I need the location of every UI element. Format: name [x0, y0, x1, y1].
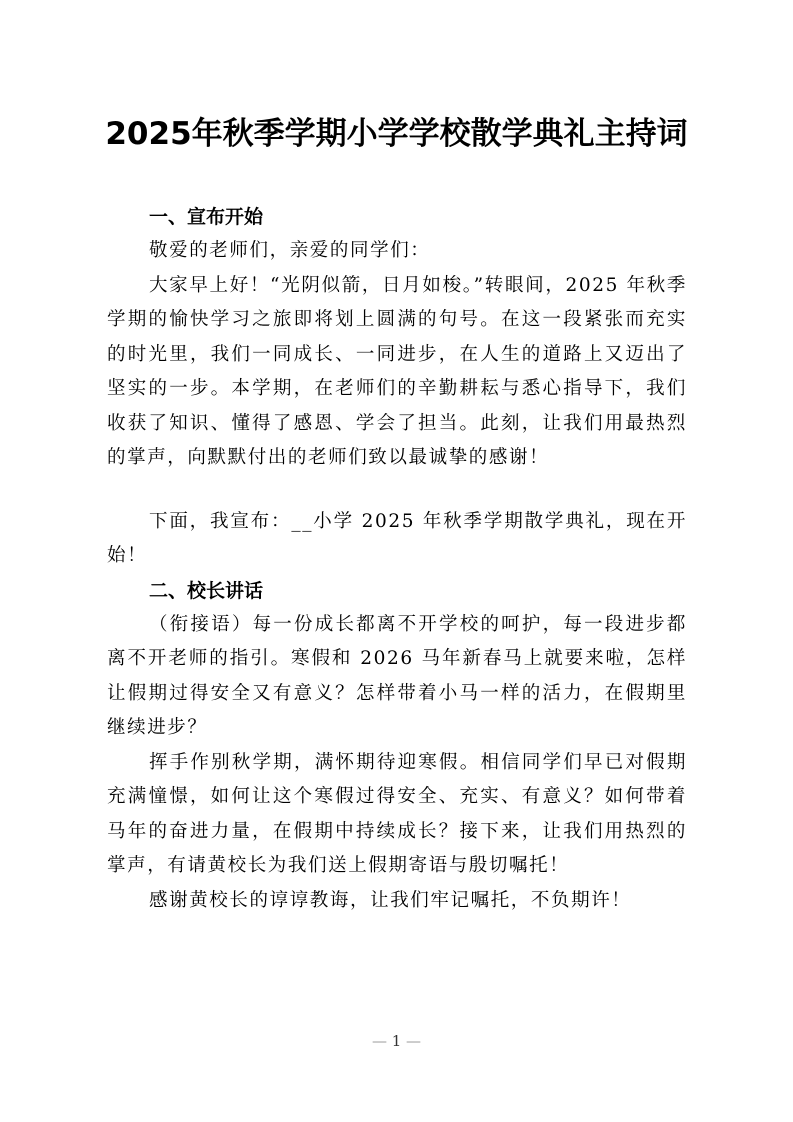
- page-title: 2025年秋季学期小学学校散学典礼主持词: [105, 116, 688, 152]
- announcement-paragraph: 下面，我宣布：__小学 2025 年秋季学期散学典礼，现在开始！: [107, 510, 687, 566]
- page-footer: [0, 1032, 793, 1050]
- greeting-paragraph: 敬爱的老师们，亲爱的同学们：: [149, 240, 431, 261]
- section-heading-announce-start: 一、宣布开始: [149, 206, 264, 228]
- section-heading-principal-speech: 二、校长讲话: [149, 579, 264, 602]
- opening-paragraph: 大家早上好！“光阴似箭，日月如梭。”转眼间，2025 年秋季学期的愉快学习之旅即将划上圆满的句号。在这一段紧张而充实的时光里，我们一同成长、一同进步，在人生的道路上又迈出了坚实的一步。本学期，在老师们的辛勤耕耘与悉心指导下，我们收获了知识、懂得了感恩、学会了担当。此刻，让我们用最热烈的掌声，向默默付出的老师们致以最诚挚的感谢！: [107, 274, 687, 468]
- paragraph-spacer: [107, 476, 687, 505]
- document-body: [107, 200, 687, 918]
- page-number: 1: [391, 1032, 402, 1050]
- invitation-paragraph: 挥手作别秋学期，满怀期待迎寒假。相信同学们早已对假期充满憧憬，如何让这个寒假过得安全、充实、有意义？如何带着马年的奋进力量，在假期中持续成长？接下来，让我们用热烈的掌声，有请黄校长为我们送上假期寄语与殷切嘱托！: [107, 751, 687, 876]
- page-number-dash-left: —: [371, 1032, 387, 1050]
- page-number-dash-right: —: [406, 1032, 422, 1050]
- thanks-paragraph: 感谢黄校长的谆谆教诲，让我们牢记嘱托，不负期许！: [149, 889, 632, 911]
- transition-paragraph: （衔接语）每一份成长都离不开学校的呵护，每一段进步都离不开老师的指引。寒假和 2026 马年新春马上就要来啦，怎样让假期过得安全又有意义？怎样带着小马一样的活力，在假期里继续进步？: [107, 613, 687, 738]
